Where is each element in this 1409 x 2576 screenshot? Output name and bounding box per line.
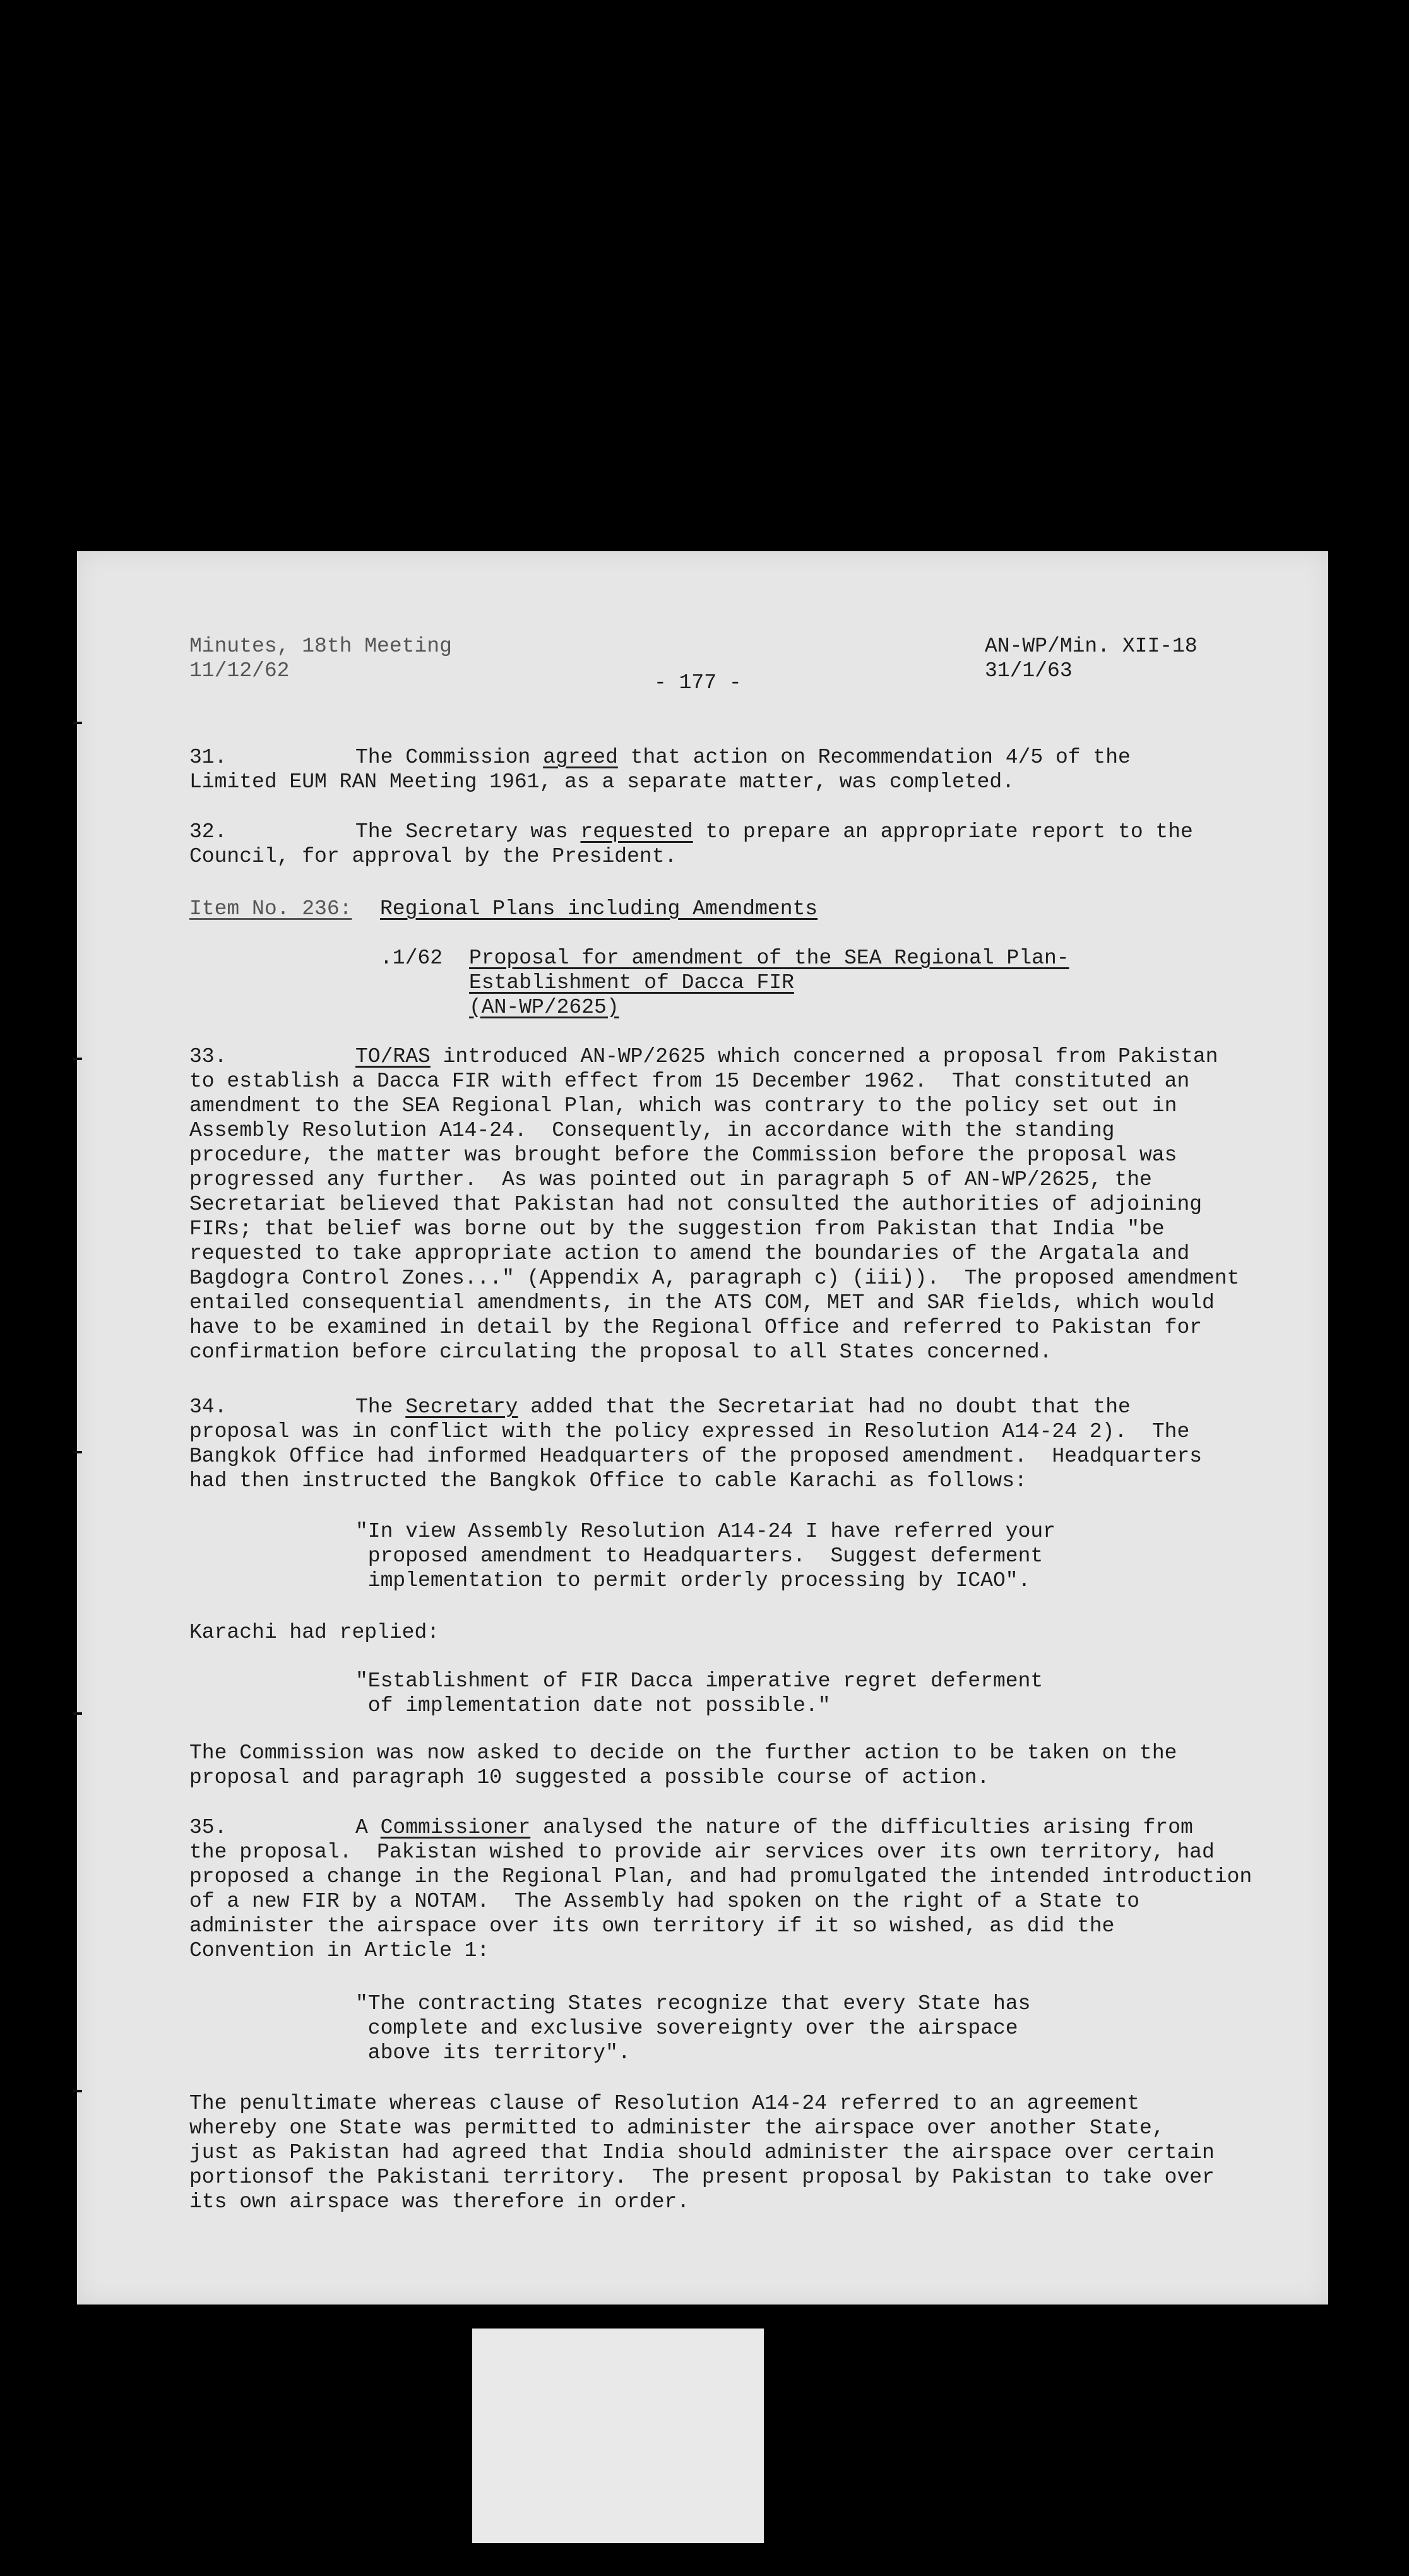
paragraph-35-line: Convention in Article 1: [189,1939,490,1962]
sub-item-title: Establishment of Dacca FIR [469,971,794,994]
page-tab-card [472,2329,764,2543]
paragraph-number: 35. [189,1816,227,1839]
paragraph-33-line: Bagdogra Control Zones..." (Appendix A, paragraph c) (iii)). The proposed amendment [189,1267,1240,1290]
cable-quote-line: "In view Assembly Resolution A14-24 I have referred your [355,1520,1055,1543]
convention-quote-line: "The contracting States recognize that every State has [355,1992,1031,2015]
paragraph-35-line: the proposal. Pakistan wished to provide air services over its own territory, had [189,1840,1215,1864]
paragraph-35-line: administer the airspace over its own territory if it so wished, as did the [189,1914,1115,1938]
paragraph-34-line: The Secretary added that the Secretariat had no doubt that the [355,1395,1131,1419]
item-label: Item No. 236: [189,897,352,921]
paragraph-35-line: proposed a change in the Regional Plan, and had promulgated the intended introduction [189,1865,1252,1888]
item-title: Regional Plans including Amendments [380,897,818,921]
convention-quote-line: above its territory". [355,2041,631,2065]
paragraph-33-line: Assembly Resolution A14-24. Consequently, in accordance with the standing [189,1119,1115,1142]
header-date: 11/12/62 [189,659,290,683]
reply-quote-line: "Establishment of FIR Dacca imperative regret deferment [355,1669,1043,1693]
page-number: - 177 - [654,671,742,695]
paragraph-33-line: Secretariat believed that Pakistan had not consulted the authorities of adjoining [189,1193,1203,1216]
paragraph-34-line: proposal and paragraph 10 suggested a possible course of action. [189,1766,990,1789]
paragraph-34-line: had then instructed the Bangkok Office to cable Karachi as follows: [189,1469,1027,1493]
paragraph-31-line: The Commission agreed that action on Recommendation 4/5 of the [355,746,1131,769]
cable-quote-line: implementation to permit orderly processing by ICAO". [355,1569,1031,1592]
paragraph-33-line: confirmation before circulating the proposal to all States concerned. [189,1340,1052,1364]
header-reference: AN-WP/Min. XII-18 [985,635,1198,658]
paragraph-33-line: amendment to the SEA Regional Plan, which was contrary to the policy set out in [189,1094,1177,1118]
paragraph-35-line: portionsof the Pakistani territory. The present proposal by Pakistan to take over [189,2166,1215,2189]
header-reference-date: 31/1/63 [985,659,1073,683]
paragraph-35-line: A Commissioner analysed the nature of the difficulties arising from [355,1816,1193,1839]
paragraph-number: 31. [189,746,227,769]
margin-mark [73,1058,82,1060]
paragraph-32-line: The Secretary was requested to prepare an appropriate report to the [355,820,1193,844]
paragraph-33-line: to establish a Dacca FIR with effect from 15 December 1962. That constituted an [189,1070,1190,1093]
paragraph-35-line: just as Pakistan had agreed that India should administer the airspace over certain [189,2141,1215,2164]
paragraph-33-line: have to be examined in detail by the Regional Office and referred to Pakistan for [189,1316,1203,1339]
paragraph-35-line: whereby one State was permitted to administer the airspace over another State, [189,2116,1165,2140]
paragraph-33-line: procedure, the matter was brought before the Commission before the proposal was [189,1143,1177,1167]
paragraph-35-line: its own airspace was therefore in order. [189,2190,690,2214]
sub-item-title: Proposal for amendment of the SEA Regional Plan- [469,946,1069,970]
margin-mark [73,2090,82,2092]
convention-quote-line: complete and exclusive sovereignty over the airspace [355,2017,1018,2040]
paragraph-33-line: FIRs; that belief was borne out by the suggestion from Pakistan that India "be [189,1217,1165,1241]
cable-quote-line: proposed amendment to Headquarters. Suggest deferment [355,1544,1043,1568]
paragraph-35-line: of a new FIR by a NOTAM. The Assembly had spoken on the right of a State to [189,1890,1140,1913]
margin-mark [73,1451,82,1453]
margin-mark [73,722,82,724]
paragraph-34-line: Bangkok Office had informed Headquarters of the proposed amendment. Headquarters [189,1445,1203,1468]
paragraph-31-line: Limited EUM RAN Meeting 1961, as a separate matter, was completed. [189,770,1015,794]
sub-item-reference: (AN-WP/2625) [469,996,619,1019]
paragraph-32-line: Council, for approval by the President. [189,845,677,868]
paragraph-33-line: requested to take appropriate action to amend the boundaries of the Argatala and [189,1242,1190,1265]
karachi-replied: Karachi had replied: [189,1621,440,1644]
paragraph-34-line: proposal was in conflict with the policy expressed in Resolution A14-24 2). The [189,1420,1190,1443]
paragraph-number: 34. [189,1395,227,1419]
sub-item-number: .1/62 [380,946,443,970]
paragraph-34-line: The Commission was now asked to decide on the further action to be taken on the [189,1741,1177,1765]
paragraph-33-line: entailed consequential amendments, in the ATS COM, MET and SAR fields, which would [189,1291,1215,1315]
header-meeting: Minutes, 18th Meeting [189,635,452,658]
paragraph-35-line: The penultimate whereas clause of Resolution A14-24 referred to an agreement [189,2092,1140,2115]
margin-mark [73,1712,82,1715]
paragraph-33-line: TO/RAS introduced AN-WP/2625 which concerned a proposal from Pakistan [355,1045,1218,1068]
paragraph-number: 33. [189,1045,227,1068]
reply-quote-line: of implementation date not possible." [355,1694,831,1717]
paragraph-33-line: progressed any further. As was pointed out in paragraph 5 of AN-WP/2625, the [189,1168,1152,1191]
paragraph-number: 32. [189,820,227,844]
